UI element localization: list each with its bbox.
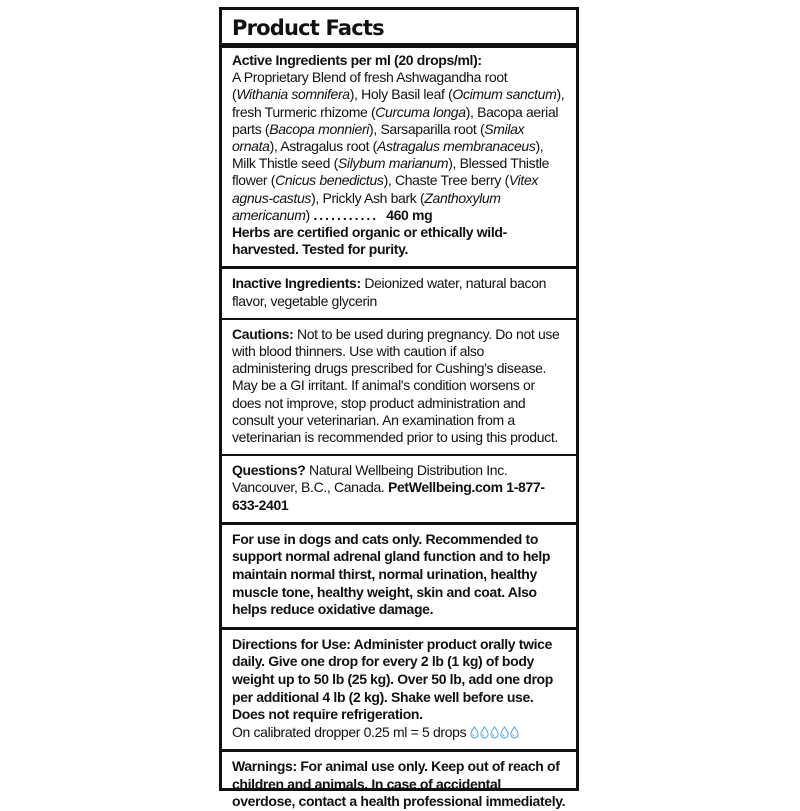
- water-drop-icon: [480, 726, 489, 739]
- latin-name: Withania somnifera: [236, 86, 350, 103]
- ingredient-text: ), Bacopa aerial parts (: [232, 103, 559, 137]
- dot-leader: ...........: [313, 206, 379, 223]
- directions-section: [232, 636, 566, 741]
- warnings-text: For animal use only. Keep out of reach of children and animals. In case of accidental overdose, contact a health professional immediately.: [232, 758, 566, 810]
- water-drop-icon: [500, 726, 509, 739]
- ingredient-text: ), Milk Thistle seed (: [232, 138, 544, 172]
- inactive-ingredients-section: [232, 275, 566, 309]
- latin-name: Ocimum sanctum: [452, 86, 557, 103]
- cautions-text: Not to be used during pregnancy. Do not use with blood thinners. Use with caution if also administering drugs prescribed for Cushing's disease. May be a GI irritant. If animal's condition worsens or does not improve, stop product administration and consult your veterinarian. An examination from a veterinarian is recommended prior to using this product.: [232, 325, 560, 446]
- water-drop-icon: [490, 726, 499, 739]
- latin-name: Vitex agnus-castus: [232, 172, 539, 206]
- ingredient-text: ), Sarsaparilla root (: [369, 120, 485, 137]
- latin-name: Zanthoxylum americanum: [232, 189, 501, 223]
- latin-name: Bacopa monnieri: [269, 120, 370, 137]
- latin-name: Cnicus benedictus: [275, 172, 384, 189]
- water-drop-icon: [470, 726, 479, 739]
- latin-name: Smilax ornata: [232, 120, 525, 155]
- ingredient-text: ), Blessed Thistle flower (: [232, 155, 550, 189]
- dropper-line: [232, 724, 566, 741]
- section-divider: [222, 749, 576, 752]
- ingredient-text: ), Prickly Ash bark (: [311, 189, 425, 206]
- dropper-text: On calibrated dropper 0.25 ml = 5 drops: [232, 723, 467, 740]
- ingredient-text: ): [305, 206, 310, 223]
- ingredient-text: ), Chaste Tree berry (: [383, 172, 509, 189]
- warnings-section: [232, 758, 566, 811]
- warnings-label: Warnings:: [232, 758, 297, 775]
- section-divider: [222, 522, 576, 525]
- inactive-text: Deionized water, natural bacon flavor, vegetable glycerin: [232, 275, 547, 309]
- section-divider: [222, 454, 576, 456]
- latin-name: Silybum marianum: [337, 155, 449, 172]
- website-link: PetWellbeing.com: [387, 479, 503, 496]
- active-ingredients-section: [232, 52, 566, 258]
- herbs-note: Herbs are certified organic or ethically wild-harvested. Tested for purity.: [232, 224, 507, 258]
- active-amount: 460 mg: [386, 206, 433, 223]
- latin-name: Astragalus membranaceus: [377, 138, 536, 155]
- questions-label: Questions?: [232, 462, 306, 479]
- phone-number: 1-877-633-2401: [232, 479, 545, 513]
- ingredient-text: ), fresh Turmeric rhizome (: [232, 86, 565, 120]
- active-ingredients-text: [232, 69, 566, 224]
- water-drop-icon: [510, 726, 519, 739]
- drop-icons: [470, 726, 519, 739]
- ingredient-text: A Proprietary Blend of fresh Ashwagandha root (: [232, 69, 508, 103]
- section-divider: [222, 318, 576, 320]
- cautions-label: Cautions:: [232, 325, 294, 342]
- ingredient-text: ), Holy Basil leaf (: [349, 86, 453, 103]
- section-divider: [222, 627, 576, 630]
- directions-text: Directions for Use: Administer product orally twice daily. Give one drop for every 2 lb (1 kg) of body weight up to 50 lb (25 kg). Over 50 lb, add one drop per additional 4 lb (2 kg). Shake well before use. Does not require refrigeration.: [232, 635, 553, 723]
- section-divider: [222, 266, 576, 269]
- product-facts-panel: [219, 7, 579, 810]
- cautions-section: [232, 326, 566, 446]
- questions-text: Natural Wellbeing Distribution Inc. Vancouver, B.C., Canada.: [232, 462, 508, 496]
- inactive-label: Inactive Ingredients:: [232, 275, 361, 292]
- questions-section: [232, 462, 566, 514]
- latin-name: Curcuma longa: [375, 103, 466, 120]
- active-ingredients-heading: Active Ingredients per ml (20 drops/ml):: [232, 52, 482, 68]
- ingredient-text: ), Astragalus root (: [269, 138, 377, 155]
- use-text: For use in dogs and cats only. Recommended to support normal adrenal gland function and to help maintain normal thirst, normal urination, healthy muscle tone, healthy weight, skin and coat. Also helps reduce oxidative damage.: [232, 530, 551, 618]
- title-divider: [222, 43, 576, 48]
- use-section: [232, 531, 566, 619]
- panel-title: Product Facts: [232, 16, 384, 40]
